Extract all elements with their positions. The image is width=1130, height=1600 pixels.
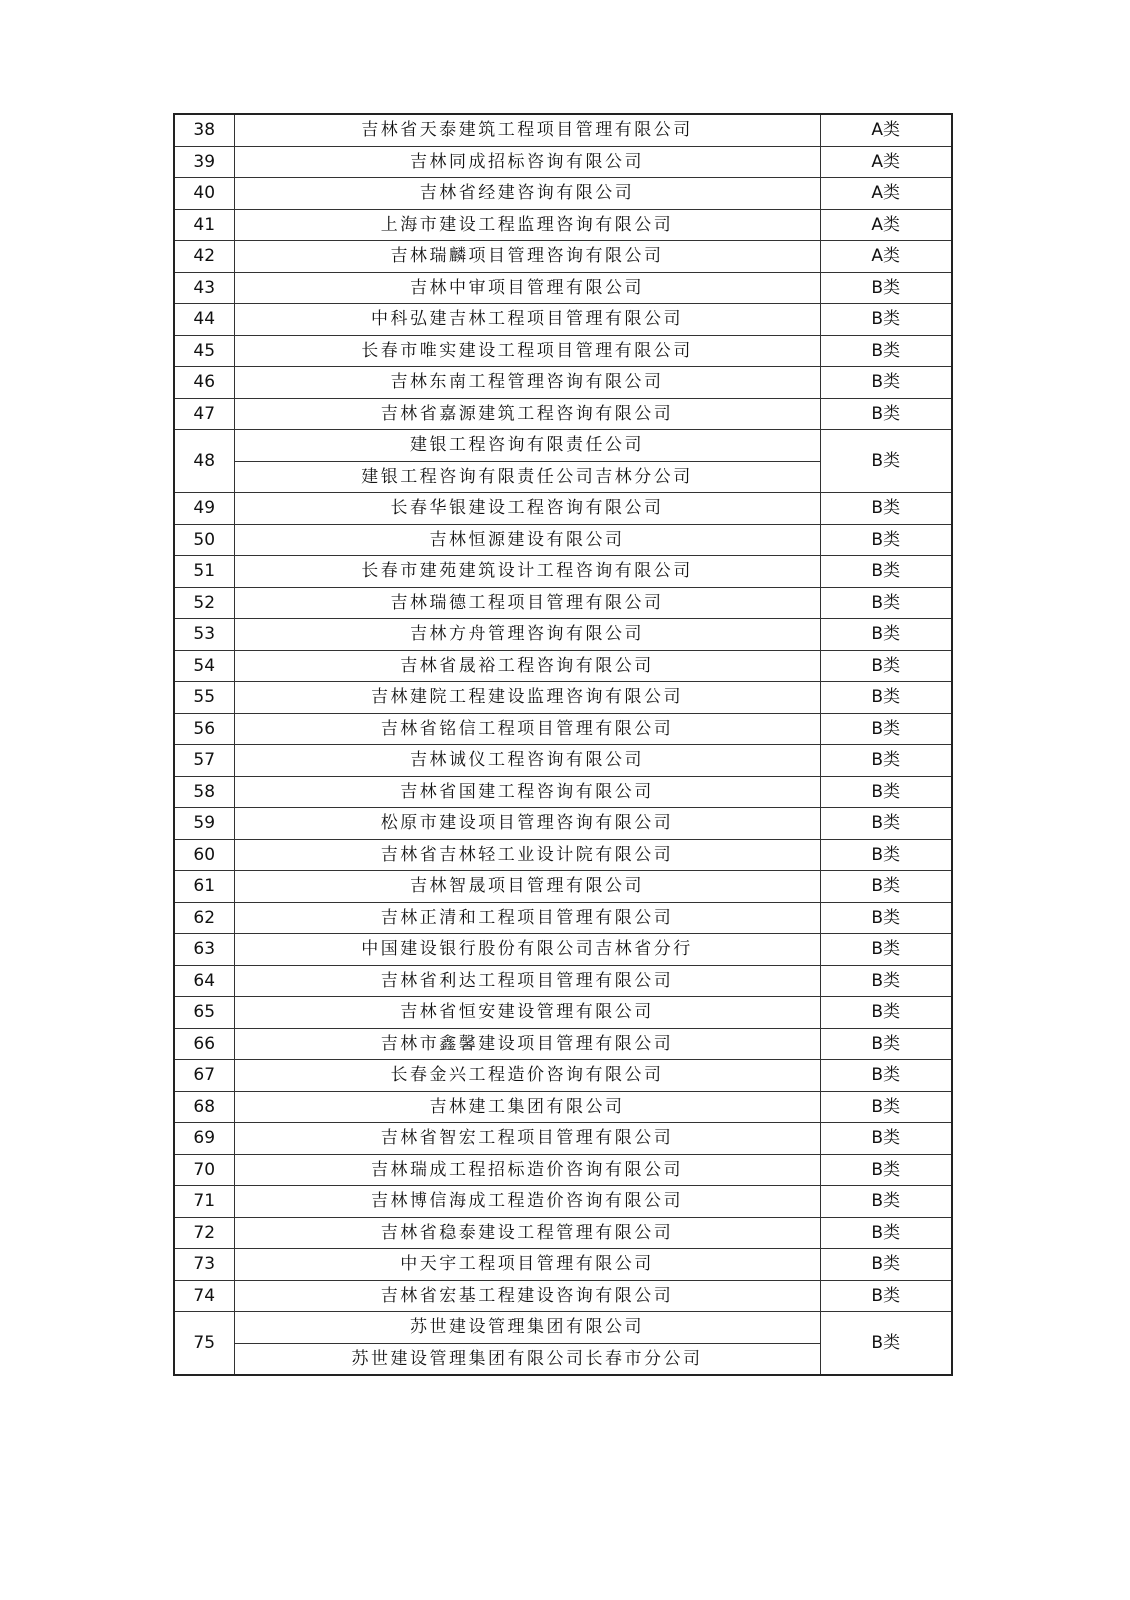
category-label: B类 bbox=[820, 1154, 952, 1186]
category-label: A类 bbox=[820, 114, 952, 146]
table-row bbox=[174, 556, 952, 588]
company-name: 吉林同成招标咨询有限公司 bbox=[234, 146, 820, 178]
company-name: 苏世建设管理集团有限公司长春市分公司 bbox=[234, 1343, 820, 1375]
table-row bbox=[174, 272, 952, 304]
company-name: 吉林省利达工程项目管理有限公司 bbox=[234, 965, 820, 997]
company-name: 中天宇工程项目管理有限公司 bbox=[234, 1249, 820, 1281]
category-label: A类 bbox=[820, 178, 952, 210]
table-row bbox=[174, 1028, 952, 1060]
company-name: 吉林博信海成工程造价咨询有限公司 bbox=[234, 1186, 820, 1218]
table-row bbox=[174, 304, 952, 336]
category-label: B类 bbox=[820, 493, 952, 525]
row-number: 57 bbox=[174, 745, 234, 777]
company-name: 吉林建工集团有限公司 bbox=[234, 1091, 820, 1123]
company-name: 吉林正清和工程项目管理有限公司 bbox=[234, 902, 820, 934]
category-label: B类 bbox=[820, 556, 952, 588]
row-number: 68 bbox=[174, 1091, 234, 1123]
company-name: 上海市建设工程监理咨询有限公司 bbox=[234, 209, 820, 241]
company-name: 长春市唯实建设工程项目管理有限公司 bbox=[234, 335, 820, 367]
category-label: B类 bbox=[820, 1312, 952, 1376]
row-number: 44 bbox=[174, 304, 234, 336]
company-name: 吉林省吉林轻工业设计院有限公司 bbox=[234, 839, 820, 871]
category-label: B类 bbox=[820, 1280, 952, 1312]
row-number: 45 bbox=[174, 335, 234, 367]
category-label: B类 bbox=[820, 398, 952, 430]
row-number: 63 bbox=[174, 934, 234, 966]
company-name: 吉林省天泰建筑工程项目管理有限公司 bbox=[234, 114, 820, 146]
row-number: 58 bbox=[174, 776, 234, 808]
company-name: 吉林省国建工程咨询有限公司 bbox=[234, 776, 820, 808]
category-label: B类 bbox=[820, 1186, 952, 1218]
table-row bbox=[174, 587, 952, 619]
row-number: 50 bbox=[174, 524, 234, 556]
row-number: 74 bbox=[174, 1280, 234, 1312]
table-row bbox=[174, 808, 952, 840]
category-label: B类 bbox=[820, 997, 952, 1029]
row-number: 42 bbox=[174, 241, 234, 273]
table-row bbox=[174, 1186, 952, 1218]
table-row bbox=[174, 745, 952, 777]
category-label: B类 bbox=[820, 430, 952, 493]
company-name: 中科弘建吉林工程项目管理有限公司 bbox=[234, 304, 820, 336]
row-number: 65 bbox=[174, 997, 234, 1029]
table-row bbox=[174, 682, 952, 714]
category-label: B类 bbox=[820, 1249, 952, 1281]
table-row bbox=[174, 1123, 952, 1155]
table-row bbox=[174, 1280, 952, 1312]
row-number: 54 bbox=[174, 650, 234, 682]
row-number: 56 bbox=[174, 713, 234, 745]
category-label: B类 bbox=[820, 745, 952, 777]
category-label: B类 bbox=[820, 367, 952, 399]
company-name: 松原市建设项目管理咨询有限公司 bbox=[234, 808, 820, 840]
row-number: 73 bbox=[174, 1249, 234, 1281]
row-number: 60 bbox=[174, 839, 234, 871]
company-name: 吉林市鑫馨建设项目管理有限公司 bbox=[234, 1028, 820, 1060]
row-number: 70 bbox=[174, 1154, 234, 1186]
row-number: 39 bbox=[174, 146, 234, 178]
table-row bbox=[174, 398, 952, 430]
category-label: A类 bbox=[820, 146, 952, 178]
category-label: B类 bbox=[820, 808, 952, 840]
table-row bbox=[174, 965, 952, 997]
row-number: 38 bbox=[174, 114, 234, 146]
row-number: 62 bbox=[174, 902, 234, 934]
row-number: 66 bbox=[174, 1028, 234, 1060]
company-name: 长春市建苑建筑设计工程咨询有限公司 bbox=[234, 556, 820, 588]
company-list-body bbox=[174, 114, 952, 1375]
table-row bbox=[174, 650, 952, 682]
company-name: 吉林省宏基工程建设咨询有限公司 bbox=[234, 1280, 820, 1312]
category-label: B类 bbox=[820, 304, 952, 336]
row-number: 46 bbox=[174, 367, 234, 399]
category-label: B类 bbox=[820, 839, 952, 871]
table-row bbox=[174, 1154, 952, 1186]
company-name: 吉林方舟管理咨询有限公司 bbox=[234, 619, 820, 651]
company-name: 吉林瑞成工程招标造价咨询有限公司 bbox=[234, 1154, 820, 1186]
table-row bbox=[174, 1091, 952, 1123]
category-label: B类 bbox=[820, 524, 952, 556]
table-row bbox=[174, 871, 952, 903]
category-label: B类 bbox=[820, 335, 952, 367]
category-label: B类 bbox=[820, 713, 952, 745]
table-row bbox=[174, 178, 952, 210]
company-name: 建银工程咨询有限责任公司吉林分公司 bbox=[234, 461, 820, 493]
category-label: B类 bbox=[820, 1091, 952, 1123]
category-label: B类 bbox=[820, 776, 952, 808]
row-number: 69 bbox=[174, 1123, 234, 1155]
company-list-table bbox=[173, 113, 953, 1376]
table-row bbox=[174, 839, 952, 871]
company-name: 吉林智晟项目管理有限公司 bbox=[234, 871, 820, 903]
table-row bbox=[174, 776, 952, 808]
table-row bbox=[174, 1249, 952, 1281]
company-name: 长春金兴工程造价咨询有限公司 bbox=[234, 1060, 820, 1092]
row-number: 40 bbox=[174, 178, 234, 210]
category-label: B类 bbox=[820, 272, 952, 304]
company-name: 吉林瑞麟项目管理咨询有限公司 bbox=[234, 241, 820, 273]
row-number: 43 bbox=[174, 272, 234, 304]
company-name: 吉林省铭信工程项目管理有限公司 bbox=[234, 713, 820, 745]
table-row bbox=[174, 934, 952, 966]
row-number: 61 bbox=[174, 871, 234, 903]
category-label: B类 bbox=[820, 1060, 952, 1092]
table-row bbox=[174, 619, 952, 651]
table-row bbox=[174, 209, 952, 241]
table-row bbox=[174, 241, 952, 273]
row-number: 41 bbox=[174, 209, 234, 241]
table-row bbox=[174, 367, 952, 399]
company-name: 吉林省稳泰建设工程管理有限公司 bbox=[234, 1217, 820, 1249]
row-number: 55 bbox=[174, 682, 234, 714]
table-row bbox=[174, 1060, 952, 1092]
table-row bbox=[174, 1217, 952, 1249]
category-label: B类 bbox=[820, 619, 952, 651]
category-label: B类 bbox=[820, 1028, 952, 1060]
table-row bbox=[174, 430, 952, 462]
category-label: B类 bbox=[820, 902, 952, 934]
company-name: 吉林瑞德工程项目管理有限公司 bbox=[234, 587, 820, 619]
row-number: 53 bbox=[174, 619, 234, 651]
table-row bbox=[174, 114, 952, 146]
category-label: B类 bbox=[820, 1123, 952, 1155]
company-name: 中国建设银行股份有限公司吉林省分行 bbox=[234, 934, 820, 966]
table-row bbox=[174, 997, 952, 1029]
category-label: B类 bbox=[820, 1217, 952, 1249]
category-label: A类 bbox=[820, 241, 952, 273]
company-name: 建银工程咨询有限责任公司 bbox=[234, 430, 820, 462]
category-label: B类 bbox=[820, 934, 952, 966]
category-label: B类 bbox=[820, 682, 952, 714]
table-row bbox=[174, 493, 952, 525]
row-number: 75 bbox=[174, 1312, 234, 1376]
company-name: 吉林省经建咨询有限公司 bbox=[234, 178, 820, 210]
company-name: 吉林省恒安建设管理有限公司 bbox=[234, 997, 820, 1029]
company-name: 吉林省晟裕工程咨询有限公司 bbox=[234, 650, 820, 682]
row-number: 67 bbox=[174, 1060, 234, 1092]
row-number: 49 bbox=[174, 493, 234, 525]
table-row bbox=[174, 335, 952, 367]
company-name: 吉林恒源建设有限公司 bbox=[234, 524, 820, 556]
row-number: 52 bbox=[174, 587, 234, 619]
category-label: A类 bbox=[820, 209, 952, 241]
category-label: B类 bbox=[820, 650, 952, 682]
row-number: 48 bbox=[174, 430, 234, 493]
category-label: B类 bbox=[820, 871, 952, 903]
company-name: 吉林省智宏工程项目管理有限公司 bbox=[234, 1123, 820, 1155]
company-name: 吉林建院工程建设监理咨询有限公司 bbox=[234, 682, 820, 714]
company-name: 吉林省嘉源建筑工程咨询有限公司 bbox=[234, 398, 820, 430]
category-label: B类 bbox=[820, 587, 952, 619]
company-name: 苏世建设管理集团有限公司 bbox=[234, 1312, 820, 1344]
company-name: 吉林中审项目管理有限公司 bbox=[234, 272, 820, 304]
row-number: 64 bbox=[174, 965, 234, 997]
table-row bbox=[174, 146, 952, 178]
table-row bbox=[174, 524, 952, 556]
row-number: 47 bbox=[174, 398, 234, 430]
company-name: 吉林东南工程管理咨询有限公司 bbox=[234, 367, 820, 399]
row-number: 71 bbox=[174, 1186, 234, 1218]
category-label: B类 bbox=[820, 965, 952, 997]
company-name: 吉林诚仪工程咨询有限公司 bbox=[234, 745, 820, 777]
table-row bbox=[174, 1312, 952, 1344]
row-number: 59 bbox=[174, 808, 234, 840]
table-row bbox=[174, 902, 952, 934]
row-number: 72 bbox=[174, 1217, 234, 1249]
table-row bbox=[174, 713, 952, 745]
company-name: 长春华银建设工程咨询有限公司 bbox=[234, 493, 820, 525]
row-number: 51 bbox=[174, 556, 234, 588]
